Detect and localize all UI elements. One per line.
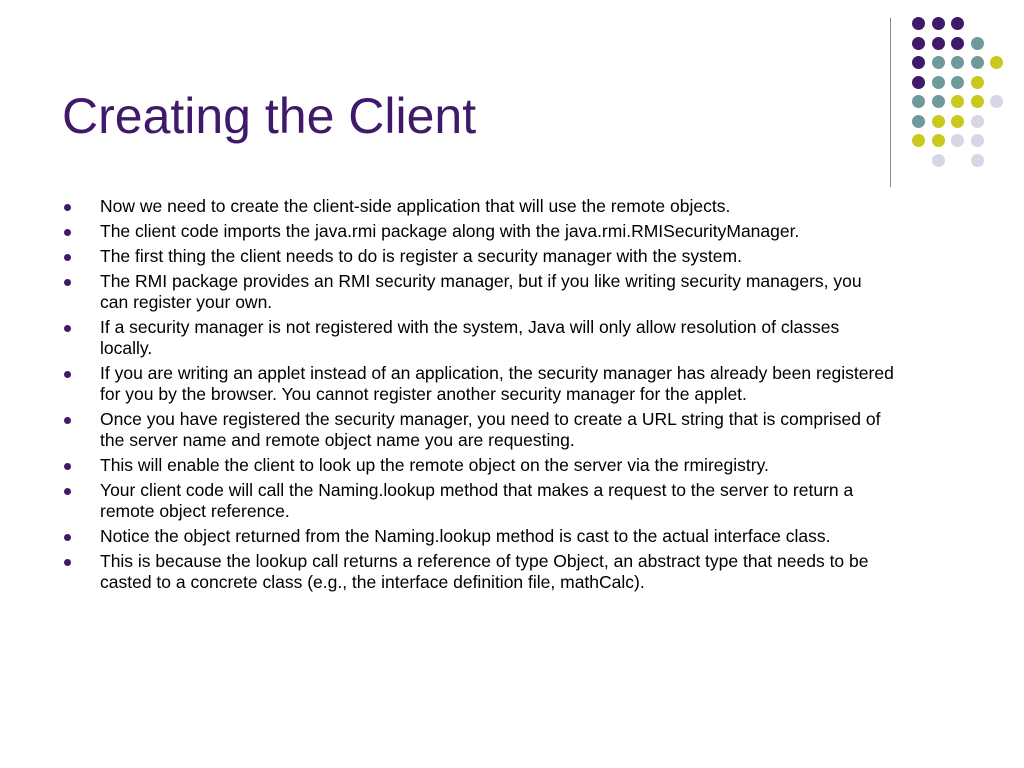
decorative-dot <box>912 134 925 147</box>
decorative-dot <box>971 56 984 69</box>
decorative-dot <box>912 76 925 89</box>
bullet-dot-icon <box>64 417 71 424</box>
decorative-dot <box>932 115 945 128</box>
decorative-dot <box>932 95 945 108</box>
bullet-item <box>64 221 894 242</box>
decorative-dot <box>932 154 945 167</box>
decorative-dot <box>971 95 984 108</box>
bullet-dot-icon <box>64 325 71 332</box>
decorative-dot <box>932 56 945 69</box>
bullet-item <box>64 551 894 593</box>
decorative-dot <box>932 17 945 30</box>
decorative-dot <box>971 76 984 89</box>
decorative-dot <box>932 134 945 147</box>
decorative-dot <box>971 37 984 50</box>
bullet-text: Notice the object returned from the Naming.lookup method is cast to the actual interface class. <box>100 526 831 546</box>
decorative-dot <box>990 56 1003 69</box>
bullet-item <box>64 526 894 547</box>
bullet-text: If you are writing an applet instead of an application, the security manager has already been registered for you by the browser. You cannot register another security manager for the applet. <box>100 363 894 404</box>
bullet-dot-icon <box>64 229 71 236</box>
bullet-text: The first thing the client needs to do is register a security manager with the system. <box>100 246 742 266</box>
decorative-dot <box>971 115 984 128</box>
decorative-dot <box>912 37 925 50</box>
decorative-dot <box>951 17 964 30</box>
bullet-dot-icon <box>64 488 71 495</box>
bullet-item <box>64 363 894 405</box>
decorative-dot <box>912 95 925 108</box>
bullet-text: Once you have registered the security manager, you need to create a URL string that is comprised of the server name and remote object name you are requesting. <box>100 409 881 450</box>
bullet-dot-icon <box>64 534 71 541</box>
bullet-item <box>64 455 894 476</box>
decorative-dot <box>951 76 964 89</box>
bullet-item <box>64 246 894 267</box>
bullet-text: The RMI package provides an RMI security manager, but if you like writing security managers, you can register your own. <box>100 271 862 312</box>
bullet-item <box>64 480 894 522</box>
bullet-text: This will enable the client to look up the remote object on the server via the rmiregistry. <box>100 455 769 475</box>
bullet-text: Your client code will call the Naming.lookup method that makes a request to the server to return a remote object reference. <box>100 480 854 521</box>
decorative-dot <box>990 95 1003 108</box>
bullet-dot-icon <box>64 463 71 470</box>
decorative-dot <box>971 154 984 167</box>
bullet-dot-icon <box>64 204 71 211</box>
bullet-item <box>64 196 894 217</box>
decorative-dot <box>971 134 984 147</box>
bullet-item <box>64 317 894 359</box>
bullet-item <box>64 271 894 313</box>
decorative-dot <box>951 95 964 108</box>
bullet-text: Now we need to create the client-side application that will use the remote objects. <box>100 196 731 216</box>
bullet-text: The client code imports the java.rmi package along with the java.rmi.RMISecurityManager. <box>100 221 800 241</box>
bullet-dot-icon <box>64 559 71 566</box>
decorative-dot <box>912 17 925 30</box>
bullet-dot-icon <box>64 371 71 378</box>
decorative-dot <box>951 134 964 147</box>
decorative-dot <box>951 37 964 50</box>
decorative-dot <box>951 56 964 69</box>
bullet-item <box>64 409 894 451</box>
bullet-text: If a security manager is not registered with the system, Java will only allow resolution of classes locally. <box>100 317 840 358</box>
decorative-dot <box>912 115 925 128</box>
decorative-dot <box>932 76 945 89</box>
decorative-dot <box>912 56 925 69</box>
decorative-dot <box>932 37 945 50</box>
bullet-text: This is because the lookup call returns a reference of type Object, an abstract type that needs to be casted to a concrete class (e.g., the interface definition file, mathCalc). <box>100 551 869 592</box>
bullet-dot-icon <box>64 254 71 261</box>
decorative-dot <box>951 115 964 128</box>
bullet-dot-icon <box>64 279 71 286</box>
slide-title: Creating the Client <box>62 88 477 144</box>
title-divider <box>890 18 891 187</box>
bullet-list <box>64 196 894 597</box>
